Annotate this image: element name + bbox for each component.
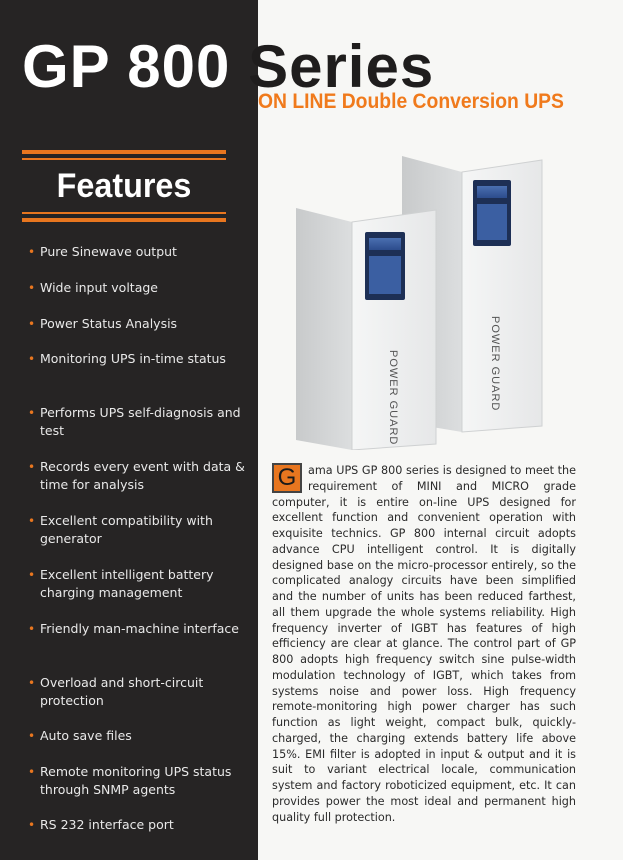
feature-item: • Excellent intelligent battery charging management [28, 567, 214, 600]
bullet-icon: • [28, 406, 36, 420]
features-heading: Features [56, 167, 192, 205]
feature-item: • Remote monitoring UPS status through SNMP agents [28, 764, 232, 797]
ups-large-lcd [477, 186, 507, 198]
ups-small-keypad [369, 256, 401, 294]
product-photo [290, 150, 570, 450]
subtitle: ON LINE Double Conversion UPS [258, 90, 564, 113]
feature-item: • Excellent compatibility with generator [28, 513, 213, 546]
ups-small-lcd [369, 238, 401, 250]
divider-bottom-thin [22, 212, 226, 214]
divider-top [22, 150, 226, 154]
feature-item: • Friendly man-machine interface [28, 621, 239, 636]
ups-small-side [296, 208, 352, 450]
bullet-icon: • [28, 676, 36, 690]
feature-item: • Monitoring UPS in-time status [28, 351, 226, 366]
feature-item: • Performs UPS self-diagnosis and test [28, 405, 241, 438]
ups-large-keypad [477, 204, 507, 240]
feature-item: • Pure Sinewave output [28, 244, 177, 259]
description-text: ama UPS GP 800 series is designed to meet the requirement of MINI and MICRO grade computer, it is entire on-line UPS designed for excellent function and convenient operation with exquisite technics. GP 800 internal circuit adopts advance CPU intelligent control. It is digitally designed base on the micro-processor entirely, so the complicated analogy circuits have been simplified and the number of units has been reduced farthest, all them upgrade the whole systems reliability. High frequency inverter of IGBT has features of high efficiency are clear at glance. The control part of GP 800 adopts high frequency switch sine pulse-width modulation technology of IGBT, which takes from systems noise and power loss. High frequency remote-monitoring high power charger has such function as light weight, compact bulk, quickly-charged, the charging extends battery life above 15%. EMI filter is adopted in input & output and it is suit to variant electrical locale, communication system and factory roboticized equipment, etc. It can provides power the most ideal and permanent high quality full protection. [272, 464, 576, 824]
bullet-icon: • [28, 514, 36, 528]
product-description [272, 463, 576, 825]
feature-item: • RS 232 interface port [28, 817, 174, 832]
title-model: GP 800 [22, 33, 231, 100]
feature-item: • Auto save files [28, 728, 132, 743]
divider-top-thin [22, 158, 226, 160]
bullet-icon: • [28, 245, 36, 259]
feature-item: • Power Status Analysis [28, 316, 178, 331]
bullet-icon: • [28, 460, 36, 474]
bullet-icon: • [28, 317, 36, 331]
bullet-icon: • [28, 281, 36, 295]
bullet-icon: • [28, 352, 36, 366]
feature-item: • Wide input voltage [28, 280, 158, 295]
divider-bottom [22, 218, 226, 222]
ups-unit-small [296, 208, 436, 450]
bullet-icon: • [28, 765, 36, 779]
feature-item: • Records every event with data & time for analysis [28, 459, 245, 492]
feature-item: • Overload and short-circuit protection [28, 675, 204, 708]
bullet-icon: • [28, 729, 36, 743]
bullet-icon: • [28, 622, 36, 636]
drop-cap: G [272, 463, 302, 493]
title-series: Series [248, 33, 435, 100]
product-label-large: POWER GUARD [489, 316, 501, 412]
product-label-small: POWER GUARD [387, 350, 399, 446]
bullet-icon: • [28, 818, 36, 832]
bullet-icon: • [28, 568, 36, 582]
